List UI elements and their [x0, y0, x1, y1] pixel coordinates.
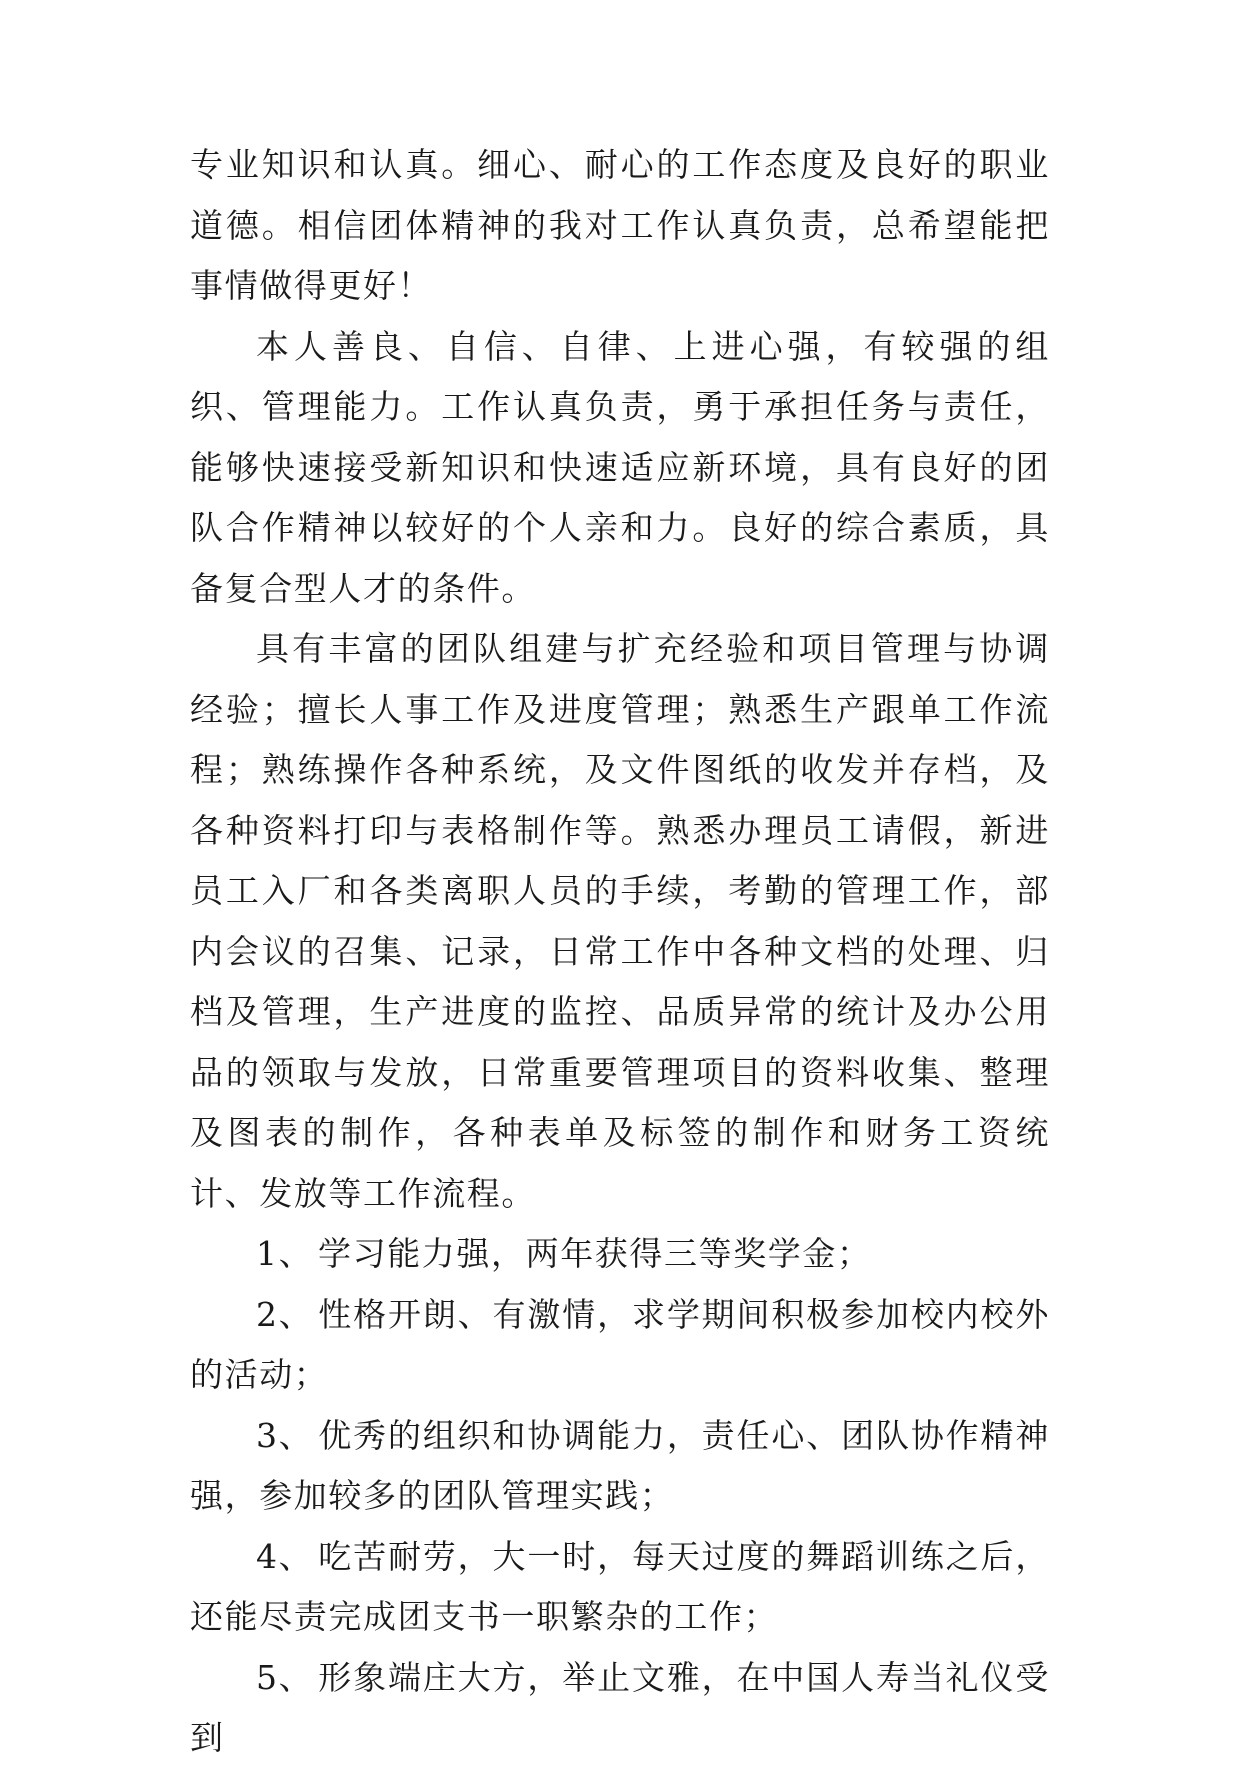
- list-item-text: 性格开朗、有激情，求学期间积极参加校内校外的活动；: [190, 1294, 1050, 1394]
- list-item-text: 优秀的组织和协调能力，责任心、团队协作精神强，参加较多的团队管理实践；: [190, 1415, 1050, 1515]
- list-item: [190, 1406, 1050, 1527]
- paragraph-work-experience: 具有丰富的团队组建与扩充经验和项目管理与协调经验；擅长人事工作及进度管理；熟悉生产跟单工作流程；熟练操作各种系统，及文件图纸的收发并存档，及各种资料打印与表格制作等。熟悉办理员工请假，新进员工入厂和各类离职人员的手续，考勤的管理工作，部内会议的召集、记录，日常工作中各种文档的处理、归档及管理，生产进度的监控、品质异常的统计及办公用品的领取与发放，日常重要管理项目的资料收集、整理及图表的制作，各种表单及标签的制作和财务工资统计、发放等工作流程。: [190, 629, 1050, 1213]
- list-item: [190, 1648, 1050, 1769]
- list-item-number: 4、: [256, 1536, 314, 1576]
- list-item-text: 吃苦耐劳，大一时，每天过度的舞蹈训练之后，还能尽责完成团支书一职繁杂的工作；: [190, 1536, 1050, 1636]
- list-item-number: 5、: [256, 1657, 314, 1697]
- list-item-number: 3、: [256, 1415, 314, 1455]
- list-item-text: 形象端庄大方，举止文雅，在中国人寿当礼仪受到: [190, 1657, 1050, 1757]
- list-item: [190, 1224, 1050, 1285]
- paragraph-professional-attitude: 专业知识和认真。细心、耐心的工作态度及良好的职业道德。相信团体精神的我对工作认真负责，总希望能把事情做得更好！: [190, 145, 1050, 305]
- list-item-text: 学习能力强，两年获得三等奖学金；: [318, 1234, 872, 1273]
- list-item: [190, 1285, 1050, 1406]
- list-item-number: 2、: [256, 1294, 314, 1334]
- document-body: [190, 135, 1050, 1769]
- list-item: [190, 1527, 1050, 1648]
- paragraph-personal-qualities: 本人善良、自信、自律、上进心强，有较强的组织、管理能力。工作认真负责，勇于承担任务与责任，能够快速接受新知识和快速适应新环境，具有良好的团队合作精神以较好的个人亲和力。良好的综合素质，具备复合型人才的条件。: [190, 326, 1050, 608]
- list-item-number: 1、: [256, 1234, 314, 1273]
